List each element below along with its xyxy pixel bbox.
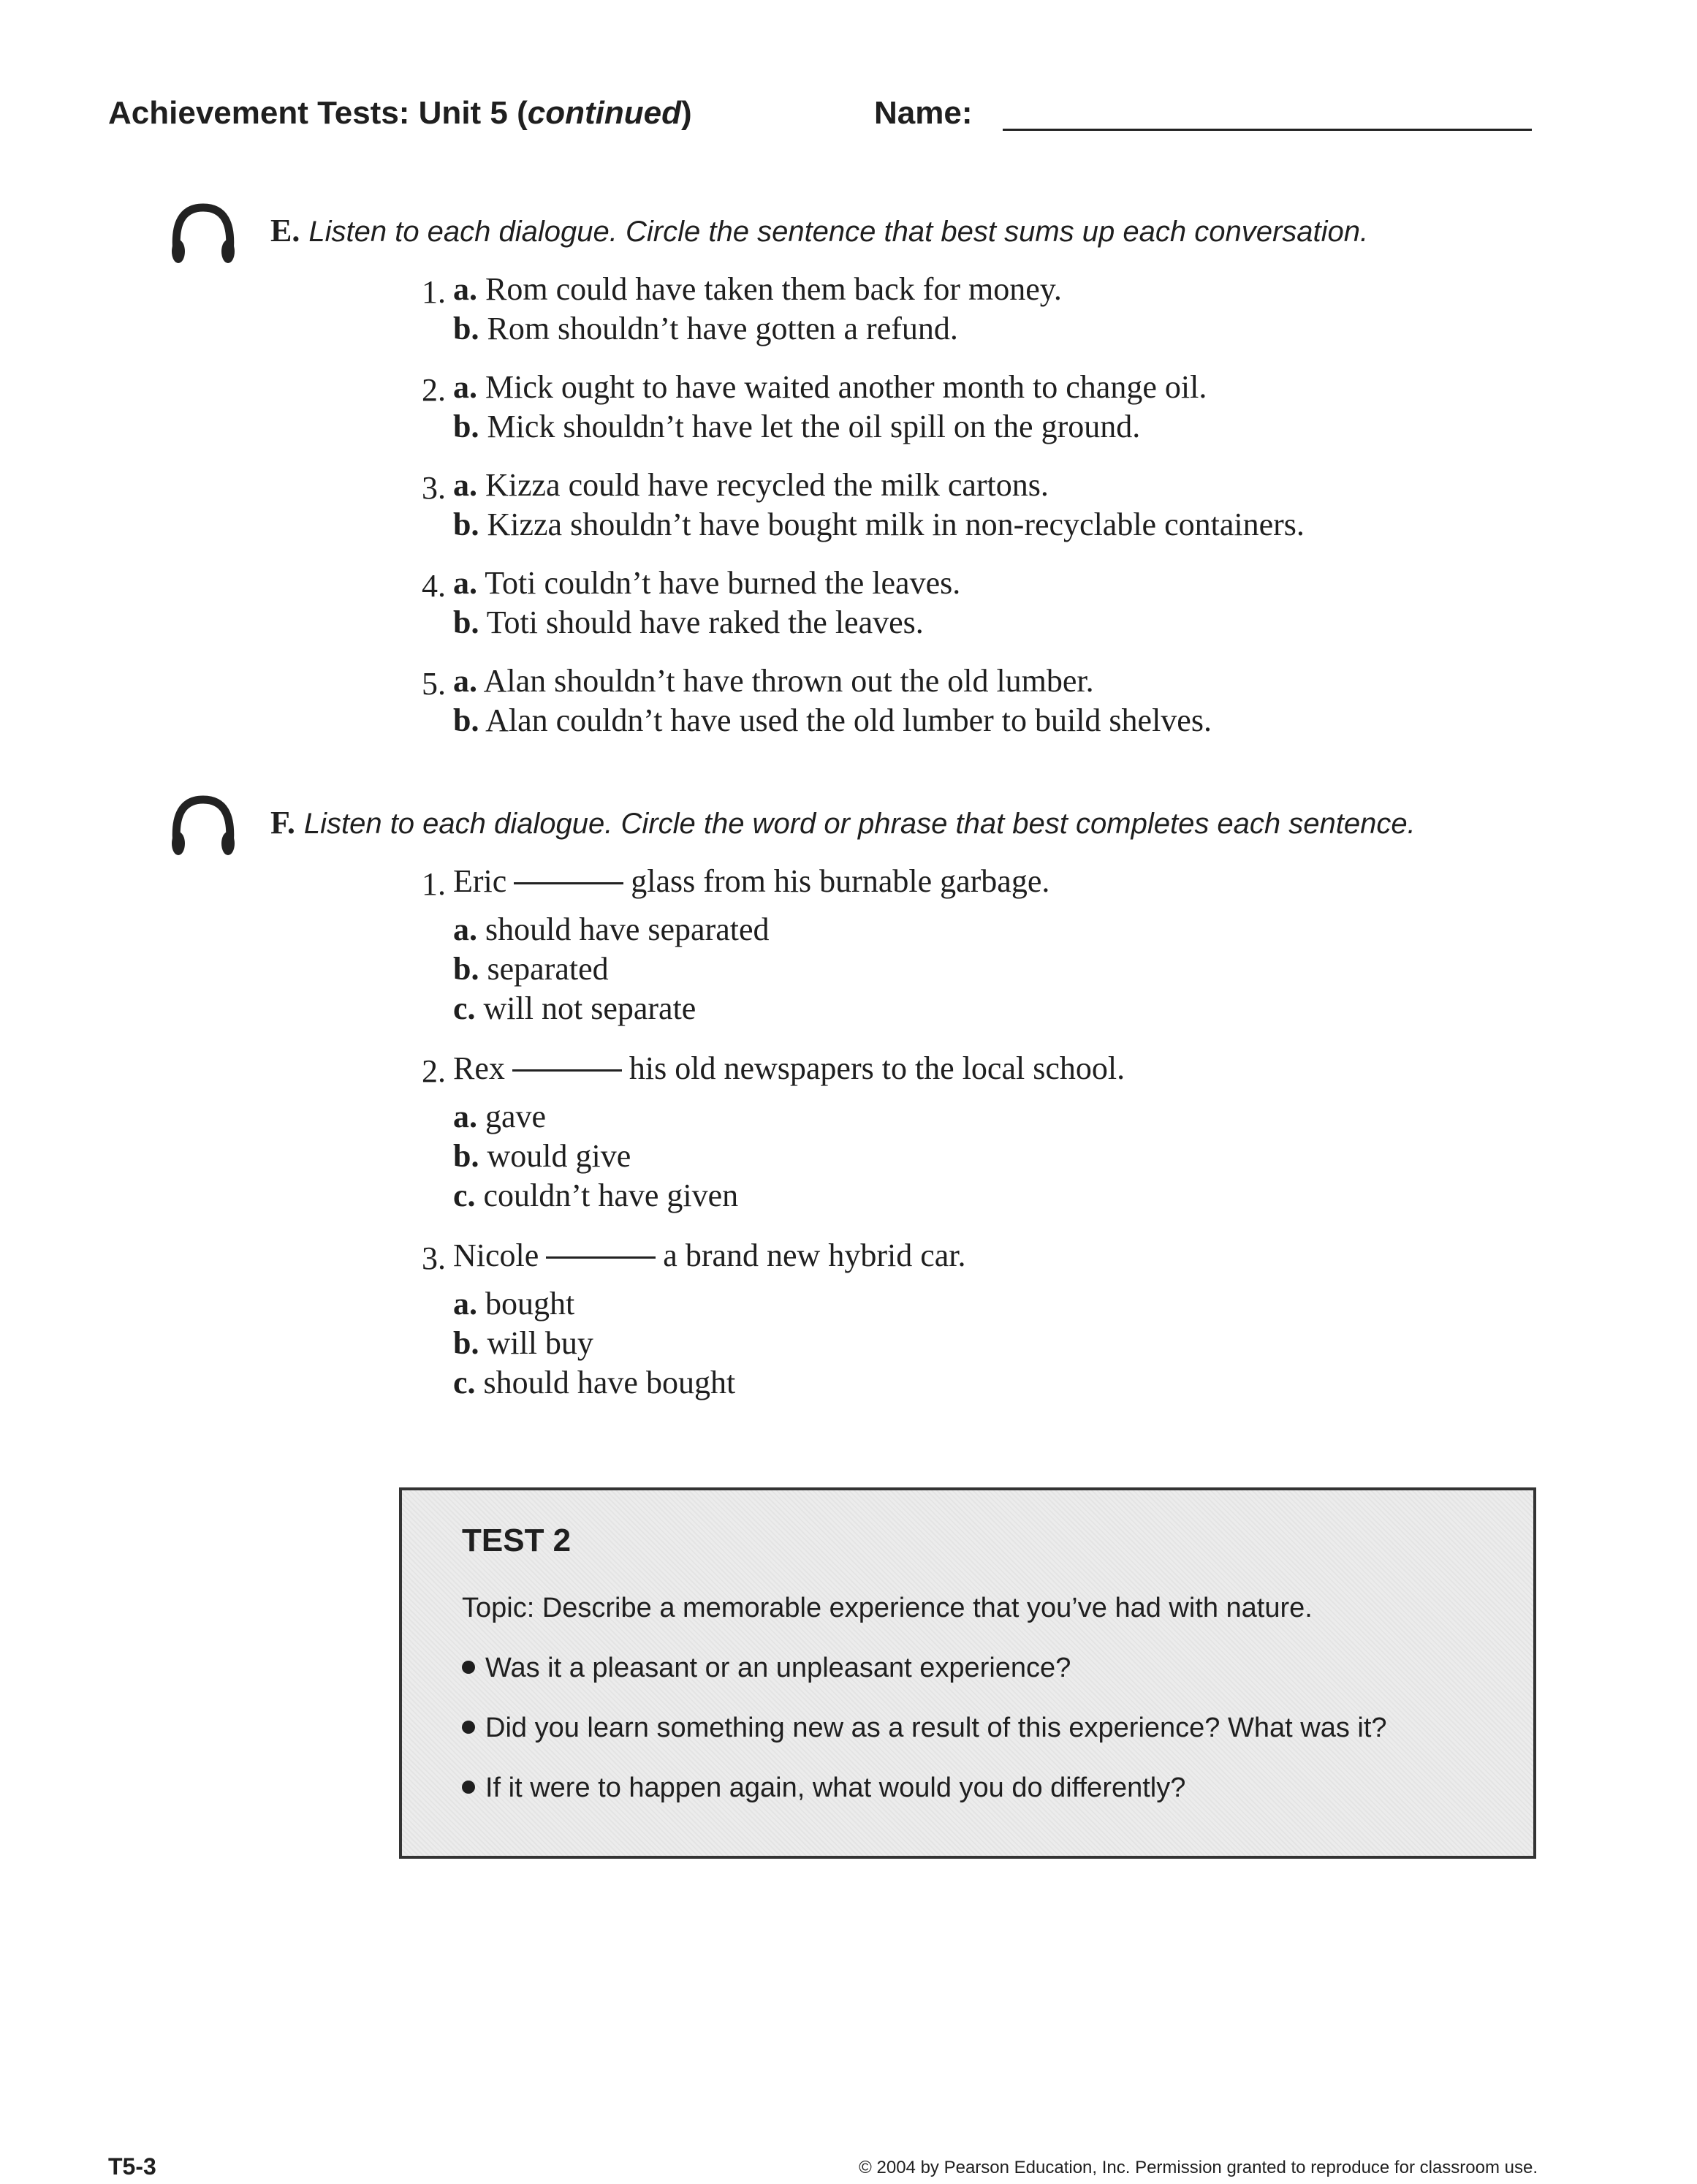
copyright-notice: © 2004 by Pearson Education, Inc. Permission granted to reproduce for classroom use. [859, 2158, 1538, 2177]
option-b[interactable] [453, 1140, 631, 1172]
option-label: b. [453, 409, 479, 444]
option-text: Kizza shouldn’t have bought milk in non-recyclable containers. [487, 507, 1305, 542]
item-number: 3. [422, 470, 446, 506]
section-f-letter: F. [270, 805, 295, 841]
sentence-stem [453, 1050, 1125, 1086]
option-c[interactable] [453, 990, 696, 1026]
sentence-stem [453, 865, 1049, 898]
option-label: b. [453, 1138, 479, 1174]
name-label: Name: [874, 95, 973, 131]
option-b[interactable] [453, 1327, 593, 1360]
stem-after: a brand new hybrid car. [663, 1237, 966, 1273]
option-label: b. [453, 951, 479, 987]
name-field-line[interactable] [1003, 129, 1532, 131]
option-text: should have separated [485, 911, 770, 947]
bullet-icon [462, 1661, 475, 1674]
option-a[interactable] [453, 273, 1062, 306]
test-bullet [462, 1772, 1185, 1804]
option-text: bought [485, 1286, 575, 1322]
page-title [108, 95, 692, 132]
option-text: would give [487, 1138, 631, 1174]
option-b[interactable] [453, 953, 609, 985]
option-text: Toti should have raked the leaves. [486, 604, 924, 640]
option-label: a. [453, 663, 477, 699]
stem-after: glass from his burnable garbage. [631, 863, 1050, 899]
option-a[interactable] [453, 469, 1049, 501]
option-text: will not separate [483, 990, 696, 1026]
item-number: 2. [422, 372, 446, 408]
headphones-icon [167, 202, 240, 268]
title-main: Achievement Tests: Unit 5 ( [108, 95, 528, 131]
test-prompt-box [399, 1487, 1536, 1859]
option-text: gave [485, 1099, 547, 1134]
item-number: 1. [422, 866, 446, 902]
option-label: b. [453, 1325, 479, 1361]
option-label: a. [453, 1099, 477, 1134]
bullet-text: If it were to happen again, what would you do differently? [485, 1772, 1186, 1803]
bullet-icon [462, 1721, 475, 1734]
option-label: a. [453, 911, 477, 947]
option-label: b. [453, 507, 479, 542]
option-label: a. [453, 565, 477, 601]
headphones-icon [167, 794, 240, 860]
test-bullet [462, 1653, 1071, 1684]
option-b[interactable] [453, 313, 958, 345]
option-label: b. [453, 604, 479, 640]
option-text: Mick shouldn’t have let the oil spill on the ground. [487, 409, 1141, 444]
option-a[interactable] [453, 1288, 574, 1320]
option-text: Mick ought to have waited another month to change oil. [485, 369, 1207, 405]
option-label: a. [453, 369, 477, 405]
section-e-heading [270, 212, 1368, 249]
page-number: T5-3 [108, 2153, 156, 2180]
option-b[interactable] [453, 604, 924, 640]
test-bullet [462, 1713, 1387, 1744]
option-text: Kizza could have recycled the milk cartons. [485, 467, 1049, 503]
option-label: a. [453, 1286, 477, 1322]
option-text: separated [487, 951, 609, 987]
stem-before: Nicole [453, 1237, 539, 1273]
section-f-heading [270, 804, 1416, 841]
section-e-letter: E. [270, 213, 300, 249]
bullet-icon [462, 1781, 475, 1794]
test-title: TEST 2 [462, 1523, 572, 1558]
stem-after: his old newspapers to the local school. [629, 1050, 1125, 1086]
item-number: 5. [422, 666, 446, 702]
option-label: a. [453, 467, 477, 503]
option-text: Toti couldn’t have burned the leaves. [485, 565, 961, 601]
sentence-stem [453, 1237, 966, 1273]
option-a[interactable] [453, 911, 770, 947]
option-text: Alan shouldn’t have thrown out the old lumber. [483, 663, 1094, 699]
answer-blank [514, 882, 623, 884]
bullet-text: Was it a pleasant or an unpleasant experience? [485, 1653, 1071, 1683]
option-text: Alan couldn’t have used the old lumber to build shelves. [485, 702, 1212, 738]
item-number: 3. [422, 1240, 446, 1276]
option-label: c. [453, 990, 476, 1026]
option-a[interactable] [453, 1101, 546, 1133]
option-a[interactable] [453, 567, 960, 599]
item-number: 1. [422, 274, 446, 310]
option-c[interactable] [453, 1180, 738, 1212]
item-number: 4. [422, 568, 446, 604]
option-text: couldn’t have given [483, 1178, 739, 1213]
option-text: Rom shouldn’t have gotten a refund. [487, 311, 958, 346]
option-label: b. [453, 311, 479, 346]
bullet-text: Did you learn something new as a result of this experience? What was it? [485, 1713, 1387, 1743]
title-close: ) [680, 95, 692, 131]
option-label: c. [453, 1365, 476, 1400]
title-continued: continued [527, 95, 681, 131]
option-text: will buy [487, 1325, 593, 1361]
stem-before: Eric [453, 863, 507, 899]
stem-before: Rex [453, 1050, 505, 1086]
item-number: 2. [422, 1053, 446, 1089]
option-label: b. [453, 702, 479, 738]
option-a[interactable] [453, 371, 1207, 403]
option-a[interactable] [453, 665, 1094, 697]
section-f-instruction: Listen to each dialogue. Circle the word or phrase that best completes each sentence. [303, 808, 1416, 840]
section-e-instruction: Listen to each dialogue. Circle the sentence that best sums up each conversation. [308, 216, 1369, 248]
option-label: a. [453, 271, 477, 307]
test-topic: Topic: Describe a memorable experience that you’ve had with nature. [462, 1593, 1313, 1623]
option-label: c. [453, 1178, 476, 1213]
option-c[interactable] [453, 1367, 735, 1399]
option-b[interactable] [453, 702, 1212, 738]
option-text: Rom could have taken them back for money. [485, 271, 1062, 307]
option-text: should have bought [483, 1365, 736, 1400]
option-b[interactable] [453, 509, 1305, 541]
option-b[interactable] [453, 411, 1140, 443]
answer-blank [546, 1256, 656, 1259]
answer-blank [512, 1069, 622, 1072]
